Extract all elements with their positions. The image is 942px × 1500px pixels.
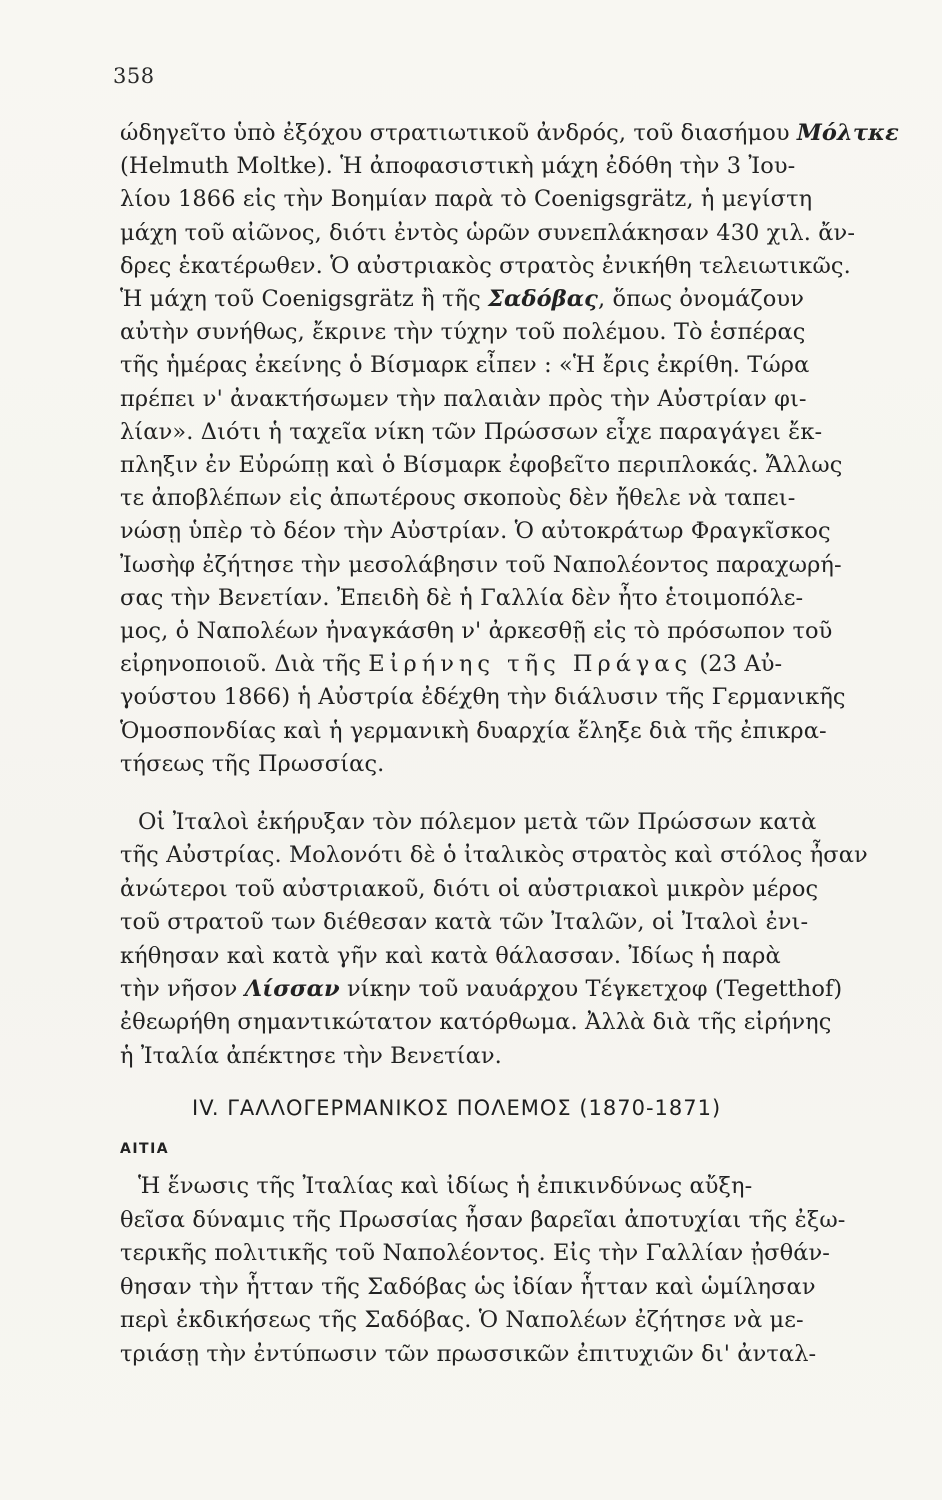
line-text: μάχη τοῦ αἰῶνος, διότι ἐντὸς ὡρῶν συνεπλάκησαν 430 χιλ. ἄν- (120, 219, 856, 246)
text-line (120, 839, 868, 872)
text-line (120, 316, 830, 349)
line-text: αὐτὴν συνήθως, ἔκρινε τὴν τύχην τοῦ πολέμου. Τὸ ἑσπέρας (120, 319, 806, 346)
text-line (120, 681, 846, 714)
text-line (120, 217, 856, 250)
text-line (120, 582, 830, 615)
line-text: πρέπει ν' ἀνακτήσωμεν τὴν παλαιὰν πρὸς τὴν Αὐστρίαν φι- (120, 385, 807, 412)
line-text: Οἱ Ἰταλοὶ ἐκήρυξαν τὸν πόλεμον μετὰ τῶν Πρώσσων κατὰ (138, 809, 817, 835)
line-text: δρες ἑκατέρωθεν. Ὁ αὐστριακὸς στρατὸς ἐνικήθη τελειωτικῶς. (120, 252, 851, 279)
text-line (120, 150, 830, 183)
text-line (120, 117, 899, 150)
page-number: 358 (113, 64, 155, 88)
line-text: νίκην τοῦ ναυάρχου Τέγκετχοφ (Tegetthof) (339, 976, 843, 1002)
text-line (120, 1006, 830, 1039)
line-text: Ἡ ἕνωσις τῆς Ἰταλίας καὶ ἰδίως ἡ ἐπικινδύνως αὔξη- (138, 1173, 753, 1199)
line-text: ἡ Ἰταλία ἀπέκτησε τὴν Βενετίαν. (120, 1042, 502, 1069)
line-text: (Helmuth Moltke). Ἡ ἀποφασιστικὴ μάχη ἐδόθη τὴν 3 Ἰου- (120, 153, 796, 180)
text-line (120, 973, 843, 1006)
text-line (120, 873, 830, 906)
line-text: πληξιν ἐν Εὐρώπῃ καὶ ὁ Βίσμαρκ ἐφοβεῖτο περιπλοκάς. Ἄλλως (120, 452, 843, 478)
line-text-tail: (23 Αὐ- (692, 651, 783, 678)
text-line (120, 1304, 830, 1337)
emphasis-text: Μόλτκε (796, 120, 899, 146)
text-line (120, 482, 830, 515)
text-line (120, 416, 830, 449)
text-line (120, 1040, 830, 1073)
line-text: λίαν». Διότι ἡ ταχεῖα νίκη τῶν Πρώσσων εἶχε παραγάγει ἔκ- (120, 418, 823, 445)
text-line (120, 615, 833, 648)
line-text-tail: , ὅπως ὀνομάζουν (597, 286, 804, 312)
line-text: περὶ ἐκδικήσεως τῆς Σαδόβας. Ὁ Ναπολέων ἐζήτησε νὰ με- (120, 1307, 804, 1334)
emphasis-text: Σαδόβας (488, 286, 598, 312)
line-text: θησαν τὴν ἧτταν τῆς Σαδόβας ὡς ἰδίαν ἧτταν καὶ ὡμίλησαν (120, 1273, 816, 1300)
line-text: νώσῃ ὑπὲρ τὸ δέον τὴν Αὐστρίαν. Ὁ αὐτοκράτωρ Φραγκῖσκος (120, 518, 831, 545)
text-line (120, 515, 830, 548)
text-line (120, 283, 830, 316)
line-text: τερικῆς πολιτικῆς τοῦ Ναπολέοντος. Εἰς τὴν Γαλλίαν ᾐσθάν- (120, 1240, 830, 1267)
text-line (138, 1170, 848, 1203)
emphasis-text: Λίσσαν (244, 976, 340, 1002)
text-line (120, 648, 830, 681)
text-line (120, 250, 851, 283)
line-text: τε ἀποβλέπων εἰς ἀπωτέρους σκοποὺς δὲν ἤθελε νὰ ταπει- (120, 485, 796, 512)
line-text: ώδηγεῖτο ὑπὸ ἐξόχου στρατιωτικοῦ ἀνδρός, τοῦ διασήμου (120, 120, 797, 146)
text-line (120, 906, 830, 939)
line-text: τοῦ στρατοῦ των διέθεσαν κατὰ τῶν Ἰταλῶν, οἱ Ἰταλοὶ ἐνι- (120, 909, 809, 936)
text-line (120, 1271, 830, 1304)
line-text: Ἰωσὴφ ἐζήτησε τὴν μεσολάβησιν τοῦ Ναπολέοντος παραχωρή- (120, 551, 842, 578)
line-text: λίου 1866 εἰς τὴν Βοημίαν παρὰ τὸ Coenigsgrätz, ἡ μεγίστη (120, 186, 813, 213)
line-text: ἐθεωρήθη σημαντικώτατον κατόρθωμα. Ἀλλὰ διὰ τῆς εἰρήνης (120, 1009, 832, 1036)
line-text: μος, ὁ Ναπολέων ἠναγκάσθη ν' ἀρκεσθῇ εἰς τὸ πρόσωπον τοῦ (120, 618, 833, 644)
text-line (120, 549, 842, 582)
text-line (120, 715, 830, 748)
text-line (120, 383, 830, 416)
subsection-heading: ΑΙΤΙΑ (120, 1141, 170, 1157)
text-line (120, 1338, 830, 1371)
line-text: γούστου 1866) ἡ Αὐστρία ἐδέχθη τὴν διάλυσιν τῆς Γερμανικῆς (120, 684, 846, 711)
emphasis-text: Εἰρήνης τῆς Πράγας (368, 651, 693, 678)
line-text: κήθησαν καὶ κατὰ γῆν καὶ κατὰ θάλασσαν. Ἰδίως ἡ παρὰ (120, 942, 781, 969)
text-line (120, 183, 830, 216)
text-line (120, 748, 830, 781)
text-line (120, 349, 830, 382)
line-text: τριάσῃ τὴν ἐντύπωσιν τῶν πρωσσικῶν ἐπιτυχιῶν δι' ἀνταλ- (120, 1341, 817, 1367)
text-line (120, 1204, 846, 1237)
text-line (120, 1237, 830, 1270)
line-text: θεῖσα δύναμις τῆς Πρωσσίας ἦσαν βαρεῖαι ἀποτυχίαι τῆς ἐξω- (120, 1206, 846, 1233)
line-text: τήσεως τῆς Πρωσσίας. (120, 750, 385, 777)
line-text: εἰρηνοποιοῦ. Διὰ τῆς (120, 651, 369, 678)
line-text: τὴν νῆσον (120, 976, 245, 1002)
text-line (120, 940, 830, 973)
text-line (120, 449, 843, 482)
line-text: τῆς Αὐστρίας. Μολονότι δὲ ὁ ἰταλικὸς στρατὸς καὶ στόλος ἦσαν (120, 842, 868, 869)
line-text: Ὁμοσπονδίας καὶ ἡ γερμανικὴ δυαρχία ἔληξε διὰ τῆς ἐπικρα- (120, 717, 827, 744)
line-text: σας τὴν Βενετίαν. Ἐπειδὴ δὲ ἡ Γαλλία δὲν ἦτο ἑτοιμοπόλε- (120, 584, 804, 611)
section-heading: IV. ΓΑΛΛΟΓΕΡΜΑΝΙΚΟΣ ΠΟΛΕΜΟΣ (1870-1871) (192, 1096, 722, 1120)
line-text: τῆς ἡμέρας ἐκείνης ὁ Βίσμαρκ εἶπεν : «Ἡ ἔρις ἐκρίθη. Τώρα (120, 352, 810, 379)
text-line (138, 806, 848, 839)
line-text: ἀνώτεροι τοῦ αὐστριακοῦ, διότι οἱ αὐστριακοὶ μικρὸν μέρος (120, 875, 819, 902)
line-text: Ἡ μάχη τοῦ Coenigsgrätz ἢ τῆς (120, 286, 489, 312)
